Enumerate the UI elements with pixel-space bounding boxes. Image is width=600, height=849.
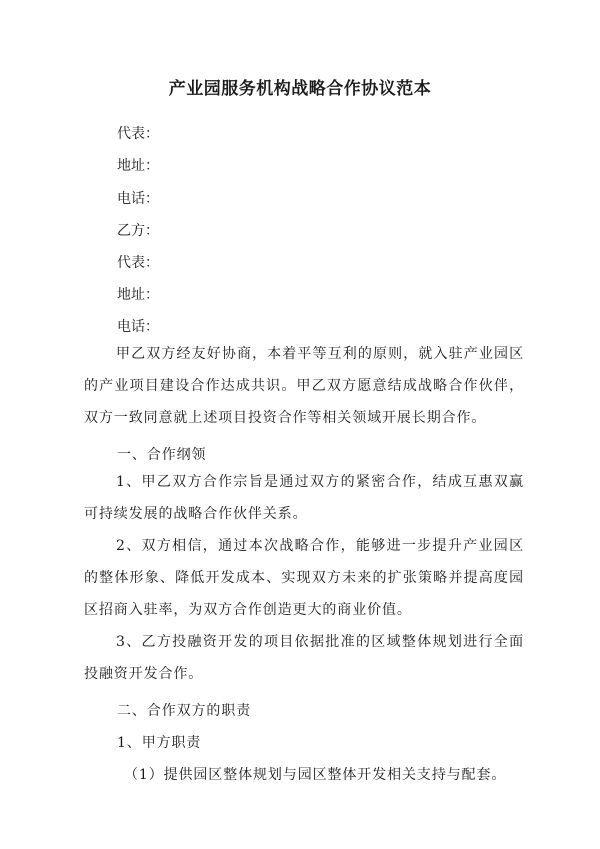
intro-paragraph: 甲乙双方经友好协商，本着平等互利的原则，就入驻产业园区的产业项目建设合作达成共识。甲乙双方愿意结成战略合作伙伴，双方一致同意就上述项目投资合作等相关领域开展长期合作。: [84, 346, 524, 426]
party-b-representative-label: 代表：: [117, 255, 159, 271]
section1-item-2: 2、双方相信，通过本次战略合作，能够进一步提升产业园区的整体形象、降低开发成本、实现双方未来的扩张策略并提高度园区招商入驻率，为双方合作创造更大的商业价值。: [84, 538, 524, 618]
document-title: 产业园服务机构战略合作协议范本: [168, 79, 432, 99]
party-b-address-label: 地址：: [117, 287, 159, 303]
section1-item-1: 1、甲乙双方合作宗旨是通过双方的紧密合作，结成互惠双赢可持续发展的战略合作伙伴关系。: [84, 474, 524, 522]
party-a-phone-label: 电话：: [117, 191, 159, 207]
party-b-phone-label: 电话：: [117, 319, 159, 335]
party-a-representative-label: 代表：: [117, 126, 159, 142]
section2-heading: 二、合作双方的职责: [117, 703, 252, 719]
party-a-address-label: 地址：: [117, 158, 159, 174]
section1-heading: 一、合作纲领: [117, 447, 207, 463]
section2-sub-item-1: （1）提供园区整体规划与园区整体开发相关支持与配套。: [124, 767, 507, 783]
party-b-label: 乙方：: [117, 223, 159, 239]
section2-sub-heading: 1、甲方职责: [117, 735, 202, 751]
section1-item-3: 3、乙方投融资开发的项目依据批准的区域整体规划进行全面投融资开发合作。: [84, 634, 524, 682]
